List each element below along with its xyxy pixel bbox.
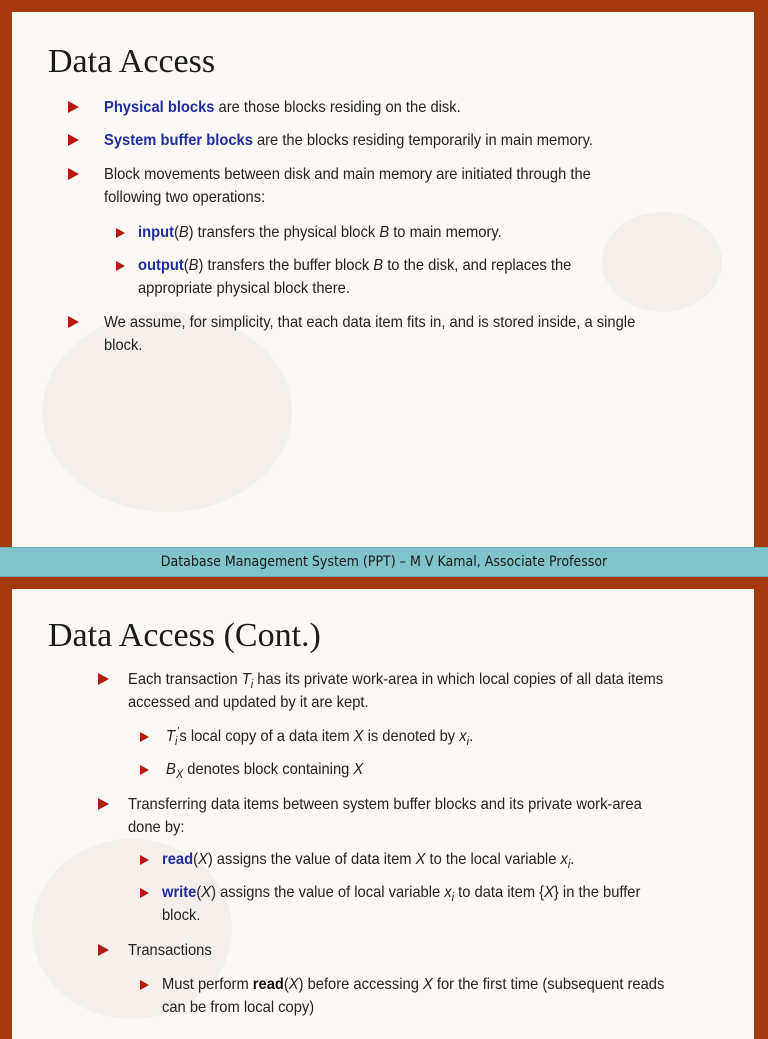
sub-bullet-arrow-icon [140,732,149,742]
bullet-arrow-icon [68,316,79,328]
slide-data-access [12,12,754,547]
sub-bullet-local-copy: $T_i's$ local copy of a data item X is denoted by $x_i$. [166,725,474,748]
sub-bullet-write: write(X) assigns the value of local variable $x_i$ to data item {X} in the buffer block. [162,884,641,924]
sub-bullet-arrow-icon [116,261,125,271]
slide-title: Data Access (Cont.) [48,617,321,654]
slide-title: Data Access [48,43,216,80]
bullet-each-transaction: Each transaction $T_i$ has its private work-area in which local copies of all data items accessed and updated by it are kept. [128,671,664,711]
sub-bullet-input: input(B) transfers the physical block B to main memory. [138,224,502,241]
sub-bullet-must-perform: Must perform read(X) before accessing X for the first time (subsequent reads can be from local copy) [162,976,665,1016]
sub-bullet-output: output(B) transfers the buffer block B to the disk, and replaces the appropriate physical block there. [138,257,572,297]
bullet-block-movements: Block movements between disk and main memory are initiated through the following two operations: [104,166,591,206]
bullet-arrow-icon [98,944,109,956]
bullet-arrow-icon [68,134,79,146]
bullet-arrow-icon [98,673,109,685]
bullet-assumption: We assume, for simplicity, that each data item fits in, and is stored inside, a single block. [104,314,636,354]
sub-bullet-block-containing: $B_X$ denotes block containing X [166,761,364,781]
bullet-arrow-icon [98,798,109,810]
bullet-physical-blocks: Physical blocks are those blocks residing on the disk. [104,99,461,116]
background-decoration [602,212,722,312]
bullet-system-buffer-blocks: System buffer blocks are the blocks residing temporarily in main memory. [104,132,593,149]
sub-bullet-arrow-icon [140,888,149,898]
sub-bullet-read: read(X) assigns the value of data item X to the local variable $x_i$. [162,851,575,871]
sub-bullet-arrow-icon [140,855,149,865]
slide-footer: Database Management System (PPT) – M V Kamal, Associate Professor [0,547,768,577]
bullet-arrow-icon [68,168,79,180]
slide-data-access-cont [12,589,754,1039]
bullet-transferring: Transferring data items between system buffer blocks and its private work-area done by: [128,796,642,836]
sub-bullet-arrow-icon [116,228,125,238]
sub-bullet-arrow-icon [140,765,149,775]
bullet-arrow-icon [68,101,79,113]
bullet-transactions: Transactions [128,942,212,959]
sub-bullet-arrow-icon [140,980,149,990]
